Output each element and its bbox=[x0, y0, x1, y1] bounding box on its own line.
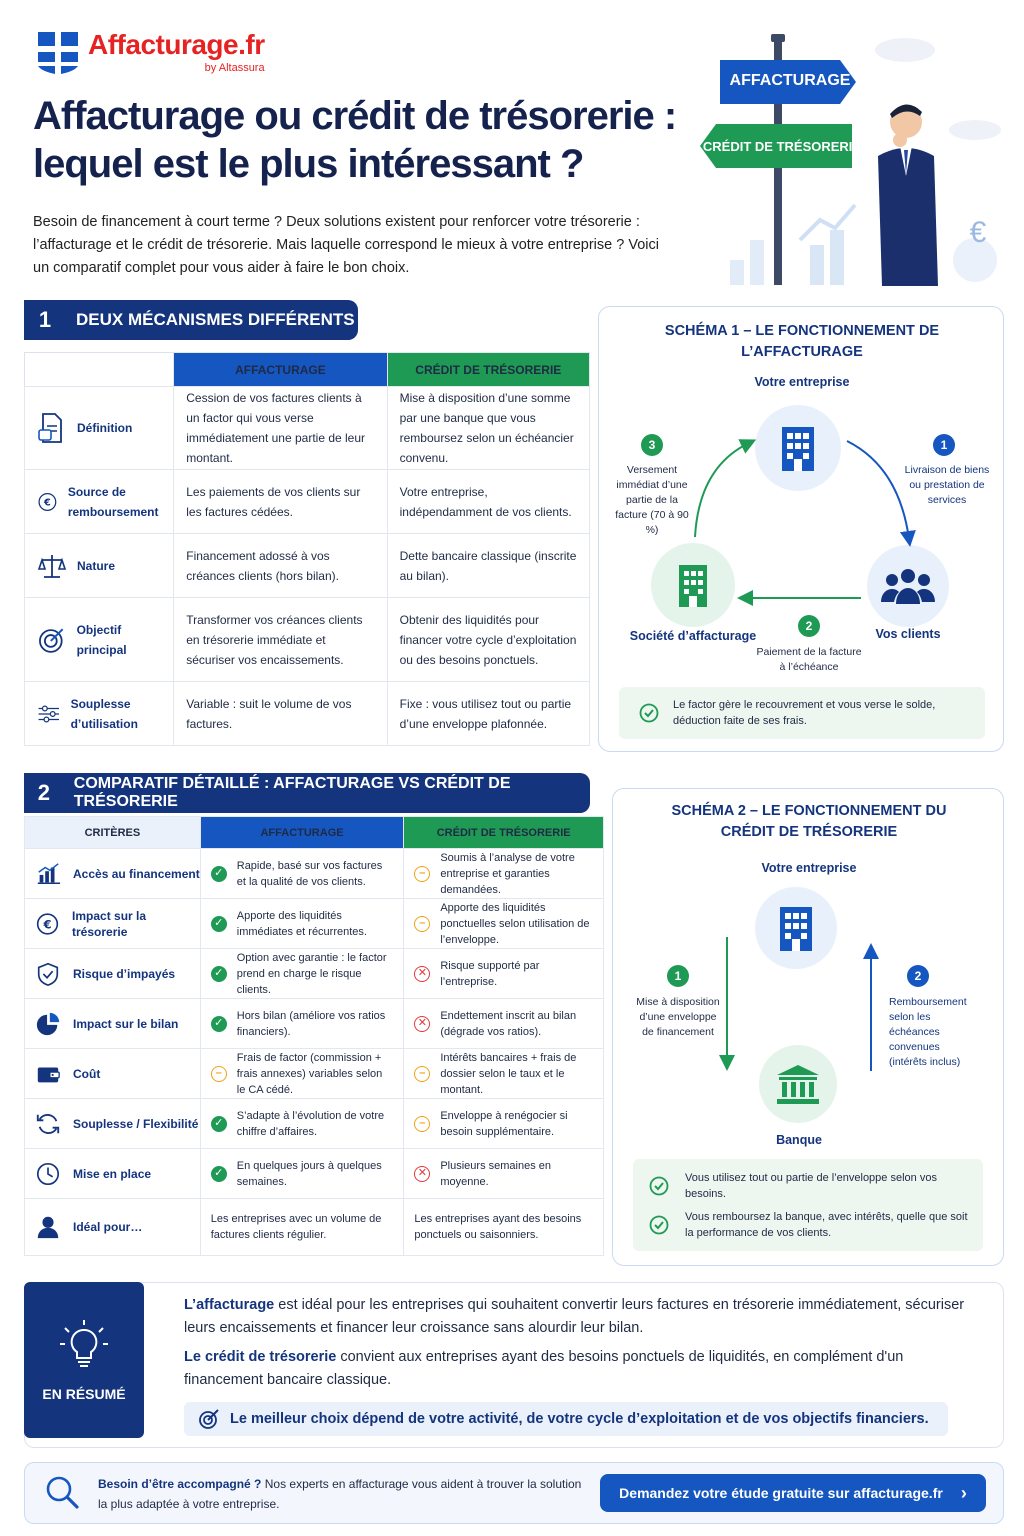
cell-credit bbox=[404, 1199, 604, 1256]
brand-name: Affacturage.fr bbox=[88, 29, 265, 60]
table-row bbox=[25, 387, 590, 470]
criteria-cell bbox=[25, 1099, 201, 1149]
t2-header-affacturage: AFFACTURAGE bbox=[200, 817, 404, 849]
cell-credit bbox=[404, 1149, 604, 1199]
euro-icon bbox=[35, 910, 60, 938]
status-mid-icon: – bbox=[211, 1066, 227, 1082]
cell-credit: Mise à disposition d’une somme par une banque que vous remboursez selon un échéancier convenu. bbox=[387, 387, 589, 470]
target-icon bbox=[37, 625, 67, 655]
footer-text bbox=[98, 1474, 588, 1514]
schema1-company-label: Votre entreprise bbox=[754, 375, 850, 389]
cell-text: Apporte des liquidités immédiates et récurrentes. bbox=[236, 909, 367, 938]
t1-header-affacturage: AFFACTURAGE bbox=[174, 353, 387, 387]
summary-label-block bbox=[24, 1282, 144, 1438]
status-mid-icon: – bbox=[414, 866, 430, 882]
status-ok-icon: ✓ bbox=[211, 866, 227, 882]
target-icon bbox=[198, 1408, 220, 1430]
cell-text: Rapide, basé sur vos factures et la qualité de vos clients. bbox=[236, 859, 383, 888]
summary-cre-term: Le crédit de trésorerie bbox=[184, 1349, 337, 1365]
table-row bbox=[25, 1049, 604, 1099]
criteria-cell bbox=[25, 849, 201, 899]
criteria-label: Souplesse / Flexibilité bbox=[73, 1116, 199, 1131]
brand-sub: by Altassura bbox=[204, 62, 265, 74]
comparison-table bbox=[24, 816, 604, 1256]
cell-text: Les entreprises avec un volume de factures clients régulier. bbox=[210, 1213, 382, 1241]
cell-affacturage bbox=[200, 1099, 404, 1149]
schema1-clients-label: Vos clients bbox=[875, 627, 941, 641]
criteria-cell bbox=[25, 1199, 201, 1256]
cell-affacturage bbox=[200, 849, 404, 899]
summary-best-choice bbox=[184, 1402, 948, 1436]
summary-aff-text: est idéal pour les entreprises qui souhaitent convertir leurs factures en trésorerie immédiatement, sécuriser leurs encaissements et financer leur croissance sans alourdir leur bilan. bbox=[184, 1297, 965, 1336]
cell-credit: Votre entreprise, indépendamment de vos clients. bbox=[387, 470, 589, 534]
refresh-icon bbox=[35, 1110, 61, 1138]
table-row bbox=[25, 999, 604, 1049]
criteria-label: Mise en place bbox=[73, 1166, 152, 1181]
clock-icon bbox=[35, 1160, 61, 1188]
pie-chart-icon bbox=[35, 1010, 61, 1038]
cell-affacturage: Financement adossé à vos créances clients (hors bilan). bbox=[174, 534, 387, 598]
chevron-right-icon: › bbox=[960, 1482, 967, 1503]
status-mid-icon: – bbox=[414, 1066, 430, 1082]
bar-chart-icon bbox=[35, 860, 61, 888]
schema2-note1: Vous utilisez tout ou partie de l’enveloppe selon vos besoins. bbox=[685, 1172, 937, 1200]
section1-header bbox=[24, 300, 358, 340]
schema1-factor-label: Société d’affacturage bbox=[629, 629, 757, 643]
schema1-title: SCHÉMA 1 – LE FONCTIONNEMENT DE L’AFFACTURAGE bbox=[664, 323, 940, 360]
schema2-note2: Vous remboursez la banque, avec intérêts, quelle que soit la performance de vos clients. bbox=[685, 1211, 968, 1239]
sign-affacturage: AFFACTURAGE bbox=[729, 72, 851, 89]
cell-credit bbox=[404, 849, 604, 899]
status-no-icon: ✕ bbox=[414, 1166, 430, 1182]
cell-credit: Obtenir des liquidités pour financer votre cycle d’exploitation ou des besoins ponctuels. bbox=[387, 598, 589, 682]
schema2-panel bbox=[612, 788, 1004, 1266]
summary-cre-text: convient aux entreprises ayant des besoins ponctuels de liquidités, en complément d'un financement bancaire classique. bbox=[184, 1349, 904, 1388]
check-circle-icon bbox=[639, 703, 659, 723]
svg-text:€: € bbox=[43, 916, 52, 931]
summary-label: EN RÉSUMÉ bbox=[42, 1386, 126, 1402]
row-label: Souplesse d’utilisation bbox=[70, 696, 138, 731]
cell-credit bbox=[404, 899, 604, 949]
schema1-step1-badge: 1 bbox=[933, 434, 955, 456]
table-row bbox=[25, 598, 590, 682]
row-label: Nature bbox=[77, 558, 116, 573]
cell-credit bbox=[404, 1099, 604, 1149]
user-icon bbox=[35, 1213, 61, 1241]
cta-label: Demandez votre étude gratuite sur affacturage.fr bbox=[619, 1485, 943, 1501]
footer-question: Besoin d’être accompagné ? bbox=[98, 1477, 262, 1491]
svg-text:€: € bbox=[44, 496, 51, 508]
schema1-step3-badge: 3 bbox=[641, 434, 663, 456]
euro-icon bbox=[37, 487, 58, 517]
cell-affacturage bbox=[200, 949, 404, 999]
criteria-cell bbox=[25, 999, 201, 1049]
status-ok-icon: ✓ bbox=[211, 966, 227, 982]
table-row bbox=[25, 534, 590, 598]
row-label: Définition bbox=[77, 421, 133, 435]
cell-affacturage bbox=[200, 1149, 404, 1199]
schema1-note bbox=[619, 687, 985, 739]
row-label: Objectif principal bbox=[76, 622, 127, 657]
criteria-label: Impact sur la trésorerie bbox=[72, 908, 147, 939]
schema2-notes bbox=[633, 1159, 983, 1251]
cell-text: Apporte des liquidités ponctuelles selon utilisation de l’enveloppe. bbox=[440, 901, 590, 946]
schema1-step2-badge: 2 bbox=[798, 615, 820, 637]
cell-affacturage bbox=[200, 999, 404, 1049]
criteria-cell bbox=[25, 949, 201, 999]
cell-text: Soumis à l’analyse de votre entreprise et garanties demandées. bbox=[440, 851, 575, 896]
document-icon bbox=[37, 412, 67, 444]
t1-header-credit: CRÉDIT DE TRÉSORERIE bbox=[387, 353, 589, 387]
table-row bbox=[25, 682, 590, 746]
schema2-step1-badge: 1 bbox=[667, 965, 689, 987]
cell-text: Endettement inscrit au bilan (dégrade vos ratios). bbox=[440, 1009, 577, 1038]
row-label: Source de remboursement bbox=[67, 484, 159, 519]
cell-text: Intérêts bancaires + frais de dossier selon le taux et le montant. bbox=[440, 1051, 577, 1096]
brand-logo[interactable] bbox=[36, 30, 265, 76]
schema2-company-label: Votre entreprise bbox=[761, 861, 857, 875]
wallet-icon bbox=[35, 1060, 61, 1088]
cell-affacturage: Transformer vos créances clients en trésorerie immédiate et sécuriser vos encaissements. bbox=[174, 598, 387, 682]
cell-credit: Dette bancaire classique (inscrite au bilan). bbox=[387, 534, 589, 598]
table-row bbox=[25, 949, 604, 999]
cell-credit: Fixe : vous utilisez tout ou partie d’une enveloppe plafonnée. bbox=[387, 682, 589, 746]
cell-text: Option avec garantie : le factor prend en charge le risque clients. bbox=[236, 951, 387, 996]
cell-text: Frais de factor (commission + frais annexes) variables selon le CA cédé. bbox=[236, 1051, 383, 1096]
search-icon bbox=[44, 1474, 80, 1510]
cell-affacturage: Cession de vos factures clients à un factor qui vous verse immédiatement une partie de leur montant. bbox=[174, 387, 387, 470]
criteria-label: Accès au financement bbox=[73, 866, 200, 881]
cell-text: Enveloppe à renégocier si besoin supplémentaire. bbox=[440, 1109, 568, 1138]
cell-text: En quelques jours à quelques semaines. bbox=[236, 1159, 382, 1188]
schema1-panel bbox=[598, 306, 1004, 752]
cell-text: S’adapte à l’évolution de votre chiffre d’affaires. bbox=[236, 1109, 385, 1138]
cell-affacturage bbox=[200, 899, 404, 949]
criteria-label: Coût bbox=[73, 1066, 101, 1081]
section1-number: 1 bbox=[38, 307, 52, 332]
cell-affacturage bbox=[200, 1199, 404, 1256]
summary-best-text: Le meilleur choix dépend de votre activité, de votre cycle d’exploitation et de vos objectifs financiers. bbox=[230, 1411, 929, 1427]
footer-body: Nos experts en affacturage vous aident à trouver la solution la plus adaptée à votre entreprise. bbox=[98, 1477, 582, 1511]
cell-affacturage bbox=[200, 1049, 404, 1099]
criteria-cell bbox=[25, 1149, 201, 1199]
schema2-step2-badge: 2 bbox=[907, 965, 929, 987]
businessman-illustration bbox=[866, 96, 946, 286]
status-no-icon: ✕ bbox=[414, 966, 430, 982]
schema1-step3-text: Versement immédiat d’une partie de la facture (70 à 90 %) bbox=[615, 464, 689, 536]
table-row bbox=[25, 1099, 604, 1149]
scale-icon bbox=[37, 551, 67, 581]
cell-credit bbox=[404, 1049, 604, 1099]
sliders-icon bbox=[37, 699, 61, 729]
schema2-title: SCHÉMA 2 – LE FONCTIONNEMENT DU CRÉDIT DE TRÉSORERIE bbox=[671, 803, 947, 840]
status-mid-icon: – bbox=[414, 1116, 430, 1132]
cta-button[interactable] bbox=[600, 1474, 986, 1512]
t2-header-criteria: CRITÈRES bbox=[25, 817, 201, 849]
section2-title: COMPARATIF DÉTAILLÉ : AFFACTURAGE VS CRÉDIT DE TRÉSORERIE bbox=[73, 775, 511, 810]
table-row bbox=[25, 470, 590, 534]
euro-coin-icon: € bbox=[969, 216, 987, 249]
status-ok-icon: ✓ bbox=[211, 1016, 227, 1032]
schema2-step2-text: Remboursement selon les échéances convenues (intérêts inclus) bbox=[889, 996, 967, 1068]
cell-credit bbox=[404, 999, 604, 1049]
schema1-step2-text: Paiement de la facture à l’échéance bbox=[756, 646, 862, 673]
status-mid-icon: – bbox=[414, 916, 430, 932]
status-no-icon: ✕ bbox=[414, 1016, 430, 1032]
page-title: Affacturage ou crédit de trésorerie : lequel est le plus intéressant ? bbox=[33, 94, 677, 186]
lightbulb-icon bbox=[57, 1318, 111, 1372]
schema2-bank-label: Banque bbox=[776, 1133, 822, 1147]
shield-icon bbox=[35, 960, 61, 988]
t2-header-credit: CRÉDIT DE TRÉSORERIE bbox=[404, 817, 604, 849]
schema2-step1-text: Mise à disposition d’une enveloppe de financement bbox=[636, 996, 720, 1038]
check-circle-icon bbox=[649, 1176, 669, 1196]
check-circle-icon bbox=[649, 1215, 669, 1235]
status-ok-icon: ✓ bbox=[211, 1116, 227, 1132]
hero-illustration bbox=[690, 30, 1010, 290]
summary-text bbox=[184, 1294, 984, 1392]
shield-logo-icon bbox=[36, 30, 80, 76]
cell-credit bbox=[404, 949, 604, 999]
table-row bbox=[25, 1199, 604, 1256]
status-ok-icon: ✓ bbox=[211, 916, 227, 932]
t1-corner bbox=[25, 353, 174, 387]
section1-title: DEUX MÉCANISMES DIFFÉRENTS bbox=[76, 310, 355, 329]
cell-text: Risque supporté par l’entreprise. bbox=[440, 959, 540, 988]
sign-credit: CRÉDIT DE TRÉSORERIE bbox=[702, 139, 862, 154]
intro-text: Besoin de financement à court terme ? Deux solutions existent pour renforcer votre trésorerie : l’affacturage et le crédit de trésorerie. Mais laquelle correspond le mieux à votre entreprise ? Voici un comparatif complet pour vous aider à faire le bon choix. bbox=[33, 214, 659, 276]
cell-affacturage: Variable : suit le volume de vos factures. bbox=[174, 682, 387, 746]
section2-header bbox=[24, 773, 590, 813]
criteria-label: Impact sur le bilan bbox=[73, 1016, 179, 1031]
status-ok-icon: ✓ bbox=[211, 1166, 227, 1182]
table-row bbox=[25, 1149, 604, 1199]
criteria-label: Risque d’impayés bbox=[73, 966, 176, 981]
mechanisms-table bbox=[24, 352, 590, 746]
section2-number: 2 bbox=[37, 780, 50, 805]
cell-affacturage: Les paiements de vos clients sur les factures cédées. bbox=[174, 470, 387, 534]
cell-text: Les entreprises ayant des besoins ponctuels ou saisonniers. bbox=[414, 1213, 582, 1241]
criteria-cell bbox=[25, 899, 201, 949]
cell-text: Plusieurs semaines en moyenne. bbox=[440, 1159, 551, 1188]
schema1-note-text: Le factor gère le recouvrement et vous verse le solde, déduction faite de ses frais. bbox=[673, 699, 936, 727]
summary-aff-term: L’affacturage bbox=[184, 1297, 275, 1313]
table-row bbox=[25, 899, 604, 949]
cell-text: Hors bilan (améliore vos ratios financiers). bbox=[236, 1009, 386, 1038]
criteria-cell bbox=[25, 1049, 201, 1099]
criteria-label: Idéal pour… bbox=[73, 1220, 143, 1234]
schema1-step1-text: Livraison de biens ou prestation de services bbox=[904, 464, 990, 506]
table-row bbox=[25, 849, 604, 899]
